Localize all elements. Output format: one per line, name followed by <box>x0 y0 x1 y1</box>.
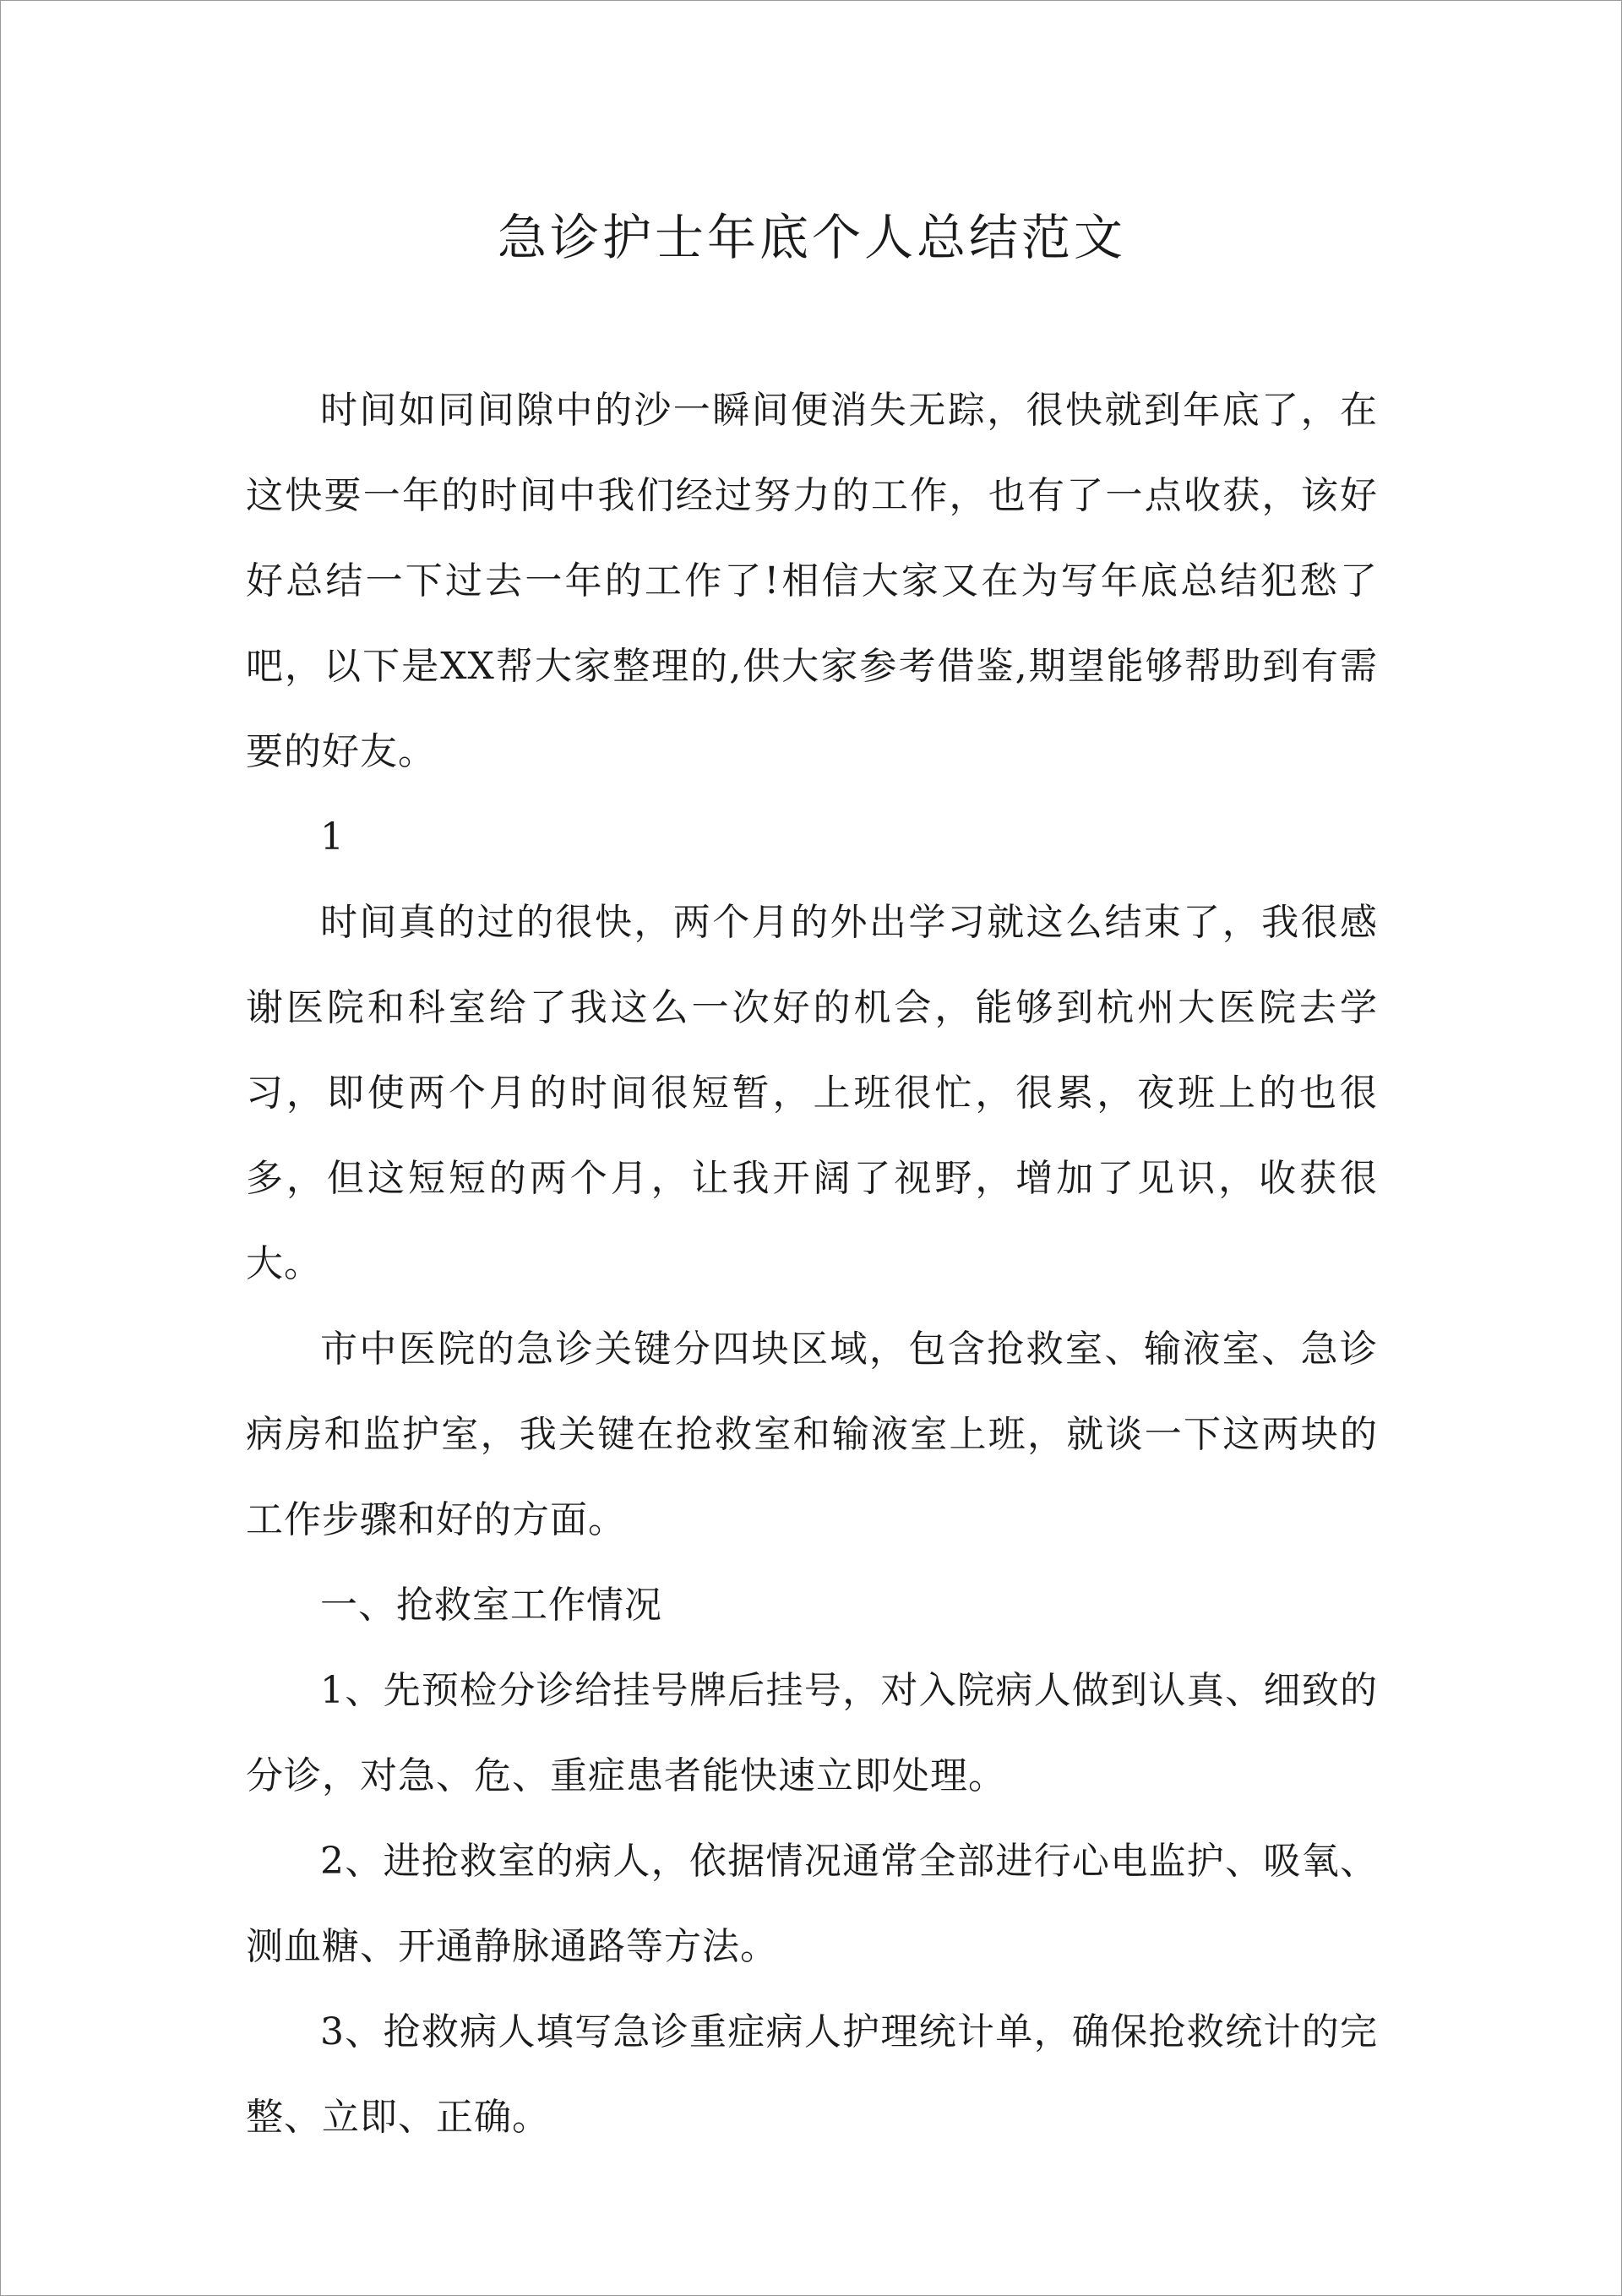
paragraph-intro: 时间如同间隙中的沙一瞬间便消失无踪，很快就到年底了，在这快要一年的时间中我们经过努力的工作，也有了一点收获，该好好总结一下过去一年的工作了!相信大家又在为写年底总结犯愁了吧，以下是XX帮大家整理的,供大家参考借鉴,期望能够帮助到有需要的好友。 <box>246 389 1378 773</box>
list-item-3: 3、抢救病人填写急诊重症病人护理统计单，确保抢救统计的完整、立即、正确。 <box>246 2010 1378 2139</box>
document-title: 急诊护士年底个人总结范文 <box>497 209 1126 266</box>
list-item-2: 2、进抢救室的病人，依据情况通常全部进行心电监护、吸氧、测血糖、开通静脉通路等方法。 <box>246 1840 1378 1968</box>
section-number: 1 <box>320 815 345 859</box>
paragraph-areas: 市中医院的急诊关键分四块区域，包含抢救室、输液室、急诊病房和监护室，我关键在抢救室和输液室上班，就谈一下这两块的工作步骤和好的方面。 <box>246 1328 1378 1541</box>
list-item-1: 1、先预检分诊给挂号牌后挂号，对入院病人做到认真、细致的分诊，对急、危、重症患者能快速立即处理。 <box>246 1669 1378 1797</box>
document-body <box>246 368 1378 2160</box>
paragraph-study: 时间真的过的很快，两个月的外出学习就这么结束了，我很感谢医院和科室给了我这么一次好的机会，能够到杭州大医院去学习，即使两个月的时间很短暂，上班很忙，很累，夜班上的也很多，但这短短的两个月，让我开阔了视野，增加了见识，收获很大。 <box>246 901 1378 1285</box>
section-heading-rescue-room: 一、抢救室工作情况 <box>320 1584 662 1627</box>
